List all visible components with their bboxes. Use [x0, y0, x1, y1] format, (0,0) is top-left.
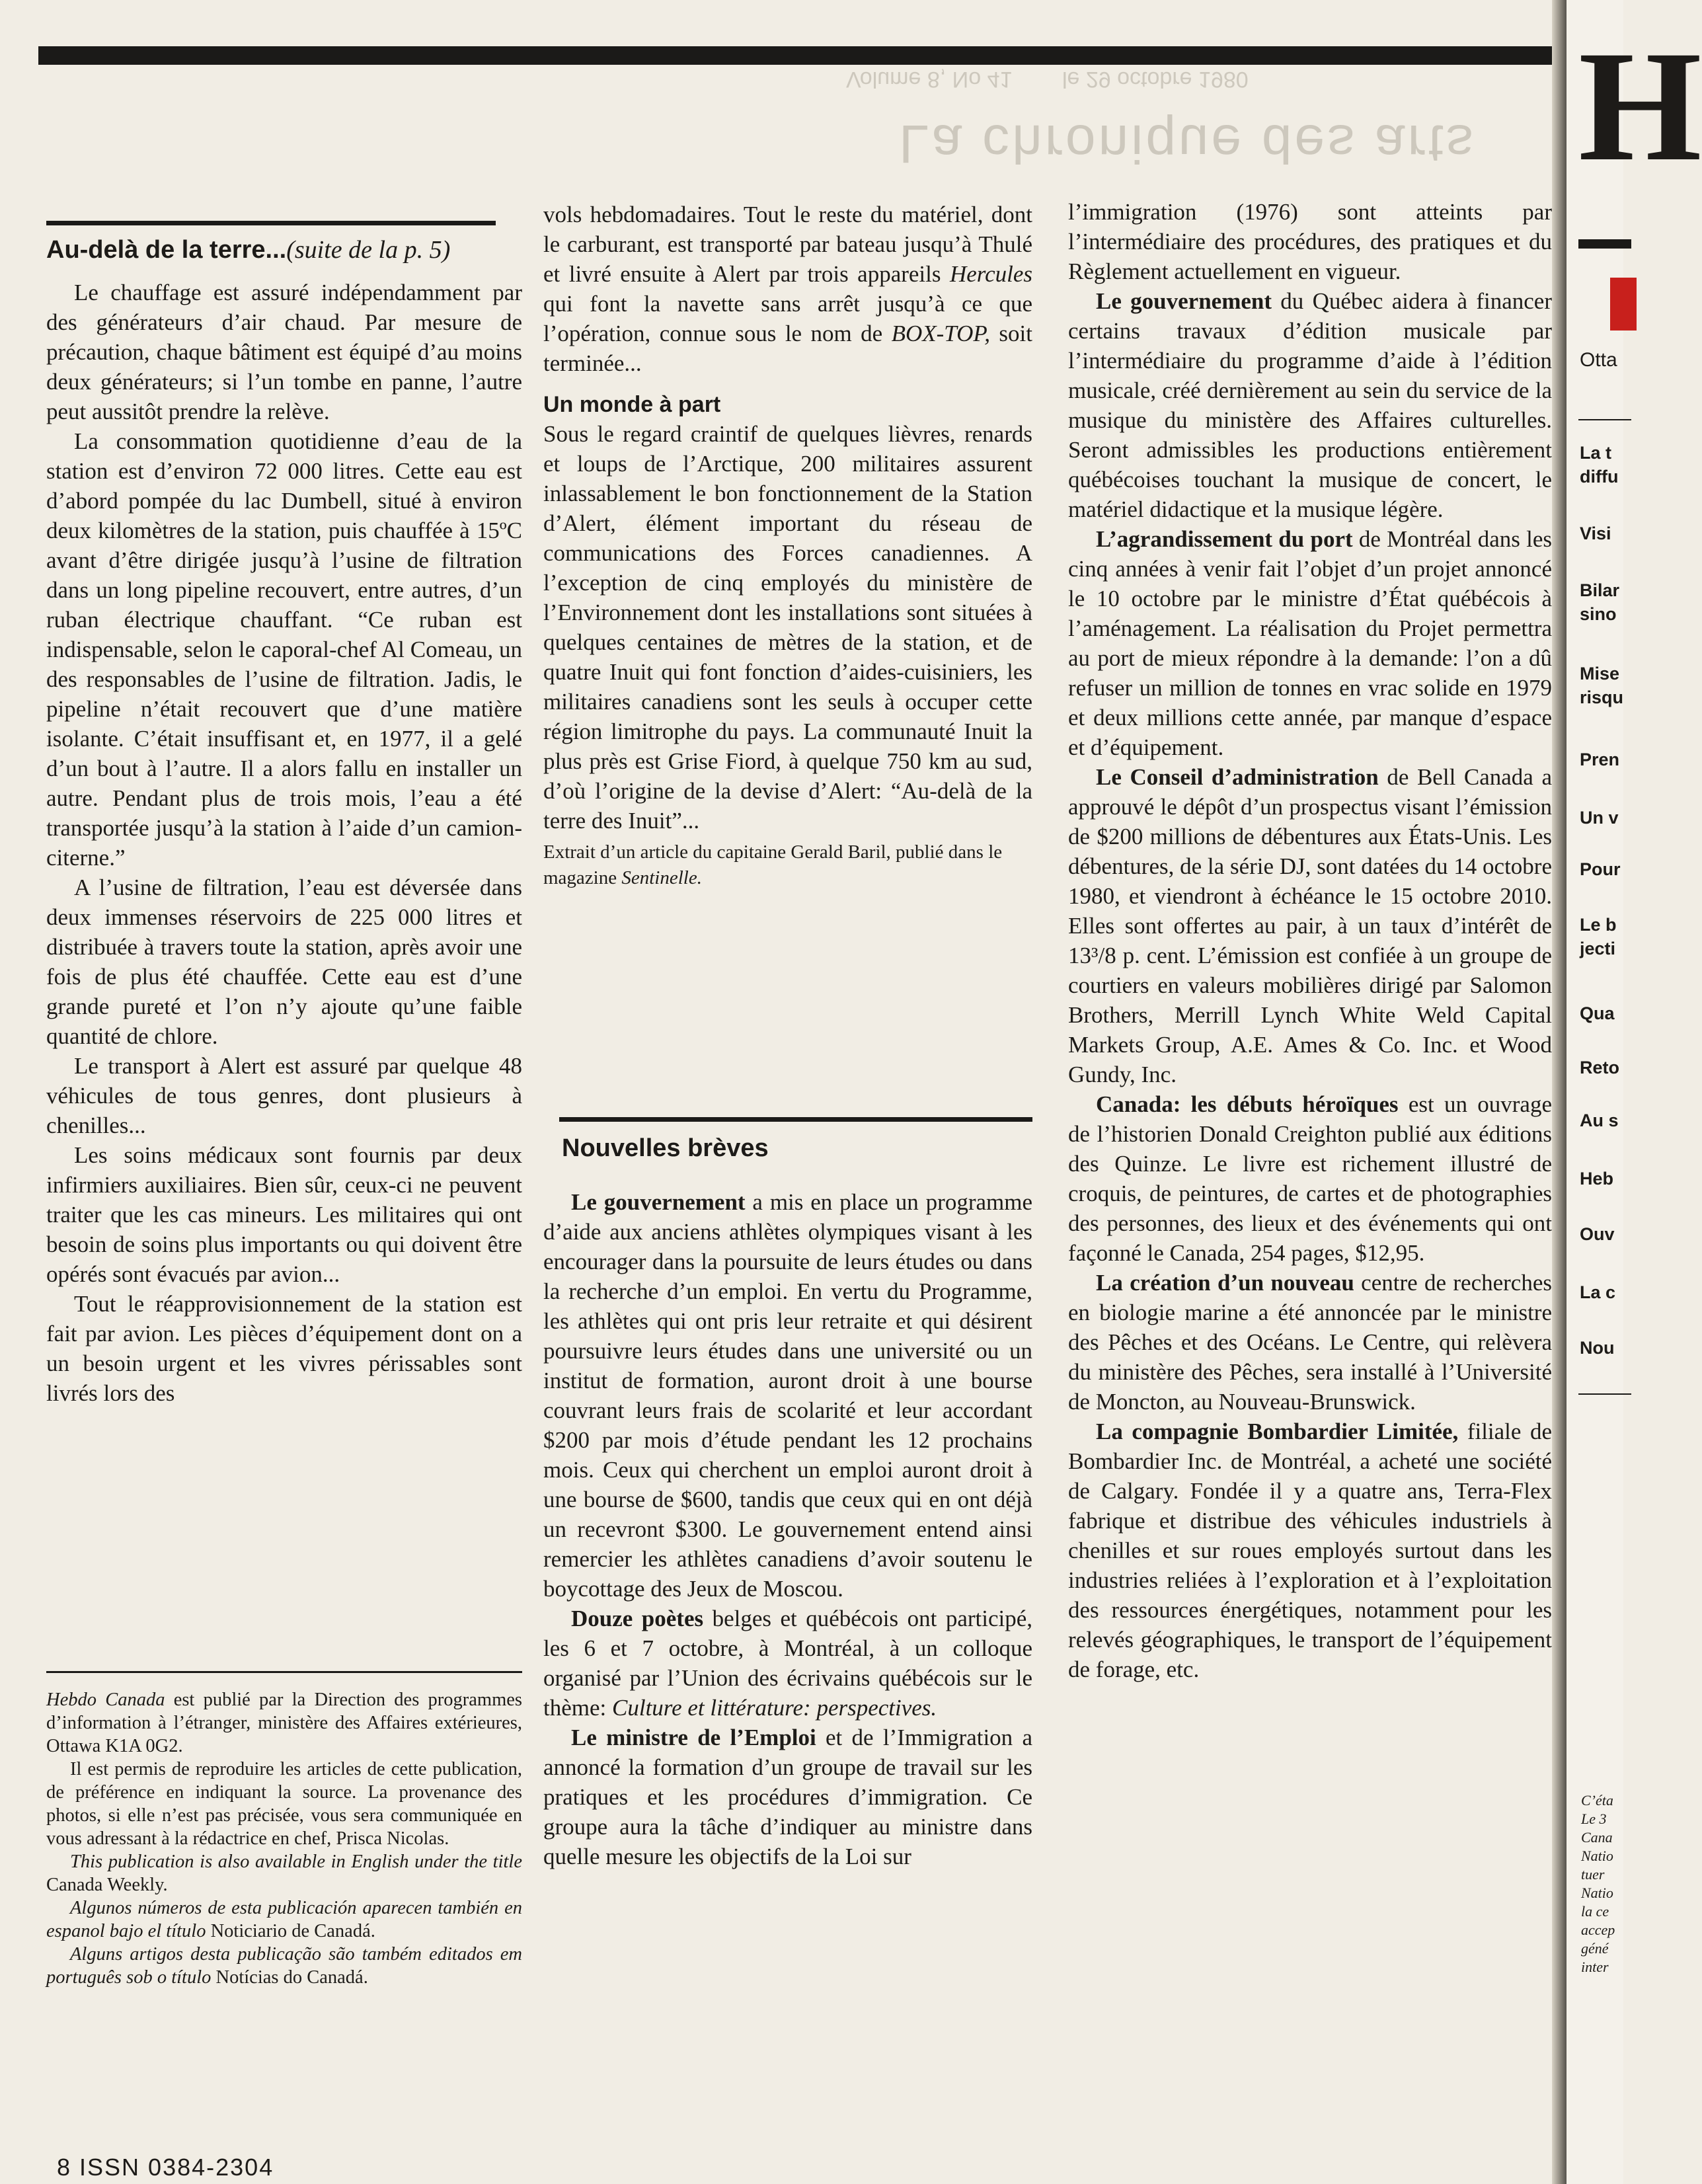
toc-entry: Mise: [1580, 664, 1620, 683]
news-item: L’agrandissement du port de Montréal dans les cinq années à venir fait l’objet d’un projet annoncé le 10 octobre par le ministre d’État québécois à l’aménagement. La réalisation du Projet permettra au port de mieux répondre à la demande: l’on a dû refuser un million de tonnes en vrac solide en 1979 et deux millions cette année, par manque d’espace et d’équipement.: [1068, 526, 1552, 760]
masthead-publisher: Hebdo Canada est publié par la Direction des programmes d’information à l’étranger, ministère des Affaires extérieures, Ottawa K1A 0G2.: [46, 1690, 522, 1756]
masthead-rule: [46, 1671, 522, 1673]
next-page-edge: [1567, 0, 1702, 2184]
paragraph: A l’usine de filtration, l’eau est déversée dans deux immenses réservoirs de 225 000 litres et distribuée à travers toute la station, après avoir une fois de plus été chauffée. Cette eau est d’une grande pureté et l’on n’y ajoute qu’une faible quantité de chlore.: [46, 875, 522, 1049]
toc-entry: Qua: [1580, 1003, 1615, 1023]
next-page-ottawa: Otta: [1580, 349, 1617, 371]
paragraph: Le chauffage est assuré indépendamment par des générateurs d’air chaud. Par mesure de précaution, chaque bâtiment est équipé d’au moins deux générateurs; si l’un tombe en panne, l’autre peut aussitôt prendre la relève.: [46, 280, 522, 424]
masthead-notice: [46, 1688, 522, 1989]
toc-entry: diffu: [1580, 467, 1619, 487]
news-item: Canada: les débuts héroïques est un ouvrage de l’historien Donald Creighton publié aux éditions des Quinze. Le livre est richement illustré de croquis, de peintures, de cartes et de photographies des personnes, des lieux et des événements qui ont façonné le Canada, 254 pages, $12,95.: [1068, 1091, 1552, 1266]
toc-entry: Ouv: [1580, 1224, 1615, 1244]
next-page-sidebar-text: C’éta Le 3 Cana Natio tuer Natio la ce accep géné inter: [1581, 1792, 1615, 1975]
toc-entry: La c: [1580, 1282, 1616, 1302]
news-column-2: [543, 1187, 1032, 1871]
paragraph: La consommation quotidienne d’eau de la station est d’environ 72 000 litres. Cette eau est d’abord pompée du lac Dumbell, situé à environ deux kilomètres de la station, puis chauffée à 15ºC avant d’être dirigée jusqu’à l’usine de filtration dans un long pipeline recouvert, entre autres, d’un ruban électrique chauffant. “Ce ruban est indispensable, selon le caporal-chef Al Comeau, un des responsables de l’usine de filtration. Jadis, le pipeline n’était recouvert que d’une matière isolante. C’était insuffisant et, en 1977, il a gelé d’un bout à l’autre. Il a alors fallu en installer un autre. Pendant plus de trois mois, l’eau a été transportée jusqu’à la station à l’aide d’un camion-citerne.”: [46, 428, 522, 871]
news-item: Le Conseil d’administration de Bell Canada a approuvé le dépôt d’un prospectus visant l’émission de $200 millions de débentures aux États-Unis. Les débentures, de la série DJ, sont datées du 14 octobre 1980, et viendront à échéance le 15 octobre 2010. Elles sont offertes au pair, à un taux d’intérêt de 13³/8 p. cent. L’émission est confiée à un groupe de courtiers en valeurs mobilières dirigé par Salomon Brothers, Merrill Lynch White Weld Capital Markets Group, A.E. Ames & Co. Inc. et Wood Gundy, Inc.: [1068, 764, 1552, 1087]
toc-entry: Le b: [1580, 915, 1617, 935]
masthead-portuguese: Alguns artigos desta publicação são também editados em português sob o título Notícias do Canadá.: [46, 1944, 522, 1988]
toc-entry: La t: [1580, 443, 1612, 463]
paragraph: vols hebdomadaires. Tout le reste du matériel, dont le carburant, est transporté par bateau jusqu’à Thulé et livré ensuite à Alert par trois appareils Hercules qui font la navette sans arrêt jusqu’à ce que l’opération, connue sous le nom de BOX-TOP, soit terminée...: [543, 202, 1032, 376]
toc-entry: Un v: [1580, 808, 1619, 828]
news-item: Le gouvernement du Québec aidera à financer certains travaux d’édition musicale par l’intermédiaire du programme d’aide à l’édition musicale, créé dernièrement au sein du service de la musique du ministère des Affaires culturelles. Seront admissibles les productions entièrement québécoises touchant la musique de concert, le matériel didactique et la musique légère.: [1068, 288, 1552, 522]
toc-entry: Pour: [1580, 859, 1621, 879]
masthead-spanish: Algunos números de esta publicación aparecen también en espanol bajo el título Noticiario de Canadá.: [46, 1898, 522, 1941]
paragraph: Tout le réapprovisionnement de la station est fait par avion. Les pièces d’équipement dont on a un besoin urgent et les vivres périssables sont livrés lors des: [46, 1291, 522, 1406]
toc-entry: Pren: [1580, 750, 1620, 769]
news-item: Douze poètes belges et québécois ont participé, les 6 et 7 octobre, à Montréal, à un colloque organisé par l’Union des écrivains québécois sur le thème: Culture et littérature: perspectives.: [543, 1606, 1033, 1721]
news-column-3: [1068, 197, 1552, 1684]
next-page-red-box: [1610, 278, 1637, 331]
section-rule-1: [46, 221, 496, 225]
toc-entry: Bilar: [1580, 580, 1620, 600]
news-item: La compagnie Bombardier Limitée, filiale de Bombardier Inc. de Montréal, a acheté une société de Calgary. Fondée il y a quatre ans, Terra-Flex fabrique et distribue des véhicules industriels à chenilles et sur roues employés surtout dans les industries reliées à l’exploration et à l’exploitation des ressources énergétiques, notamment pour les relevés géographiques, le transport de l’équipement de forage, etc.: [1068, 1419, 1552, 1682]
paragraph: Le transport à Alert est assuré par quelque 48 véhicules de tous genres, dont plusieurs à chenilles...: [46, 1053, 522, 1138]
article-heading: Au-delà de la terre...(suite de la p. 5): [46, 236, 451, 264]
toc-entry: Visi: [1580, 524, 1611, 543]
news-heading: Nouvelles brèves: [562, 1134, 769, 1162]
toc-entry: Nou: [1580, 1338, 1615, 1358]
page-folio: 8 ISSN 0384-2304: [57, 2154, 274, 2181]
bleed-through-title: La chronique des arts: [899, 114, 1476, 174]
toc-entry: Reto: [1580, 1058, 1619, 1077]
next-page-toc-end-rule: [1578, 1393, 1631, 1395]
masthead-rights: Il est permis de reproduire les articles de cette publication, de préférence en indiquant la source. La provenance des photos, si elle n’est pas précisée, vous sera communiquée en vous adressant à la rédactrice en chef, Prisca Nicolas.: [46, 1759, 522, 1849]
paragraph: Les soins médicaux sont fournis par deux infirmiers auxiliaires. Bien sûr, ceux-ci ne peuvent traiter que les cas mineurs. Les militaires qui ont besoin de soins plus importants ou qui doivent être opérés sont évacués par avion...: [46, 1142, 522, 1287]
toc-entry: jecti: [1580, 939, 1616, 958]
bleed-through-volume: Volume 8, No 41 le 29 octobre 1980: [846, 67, 1249, 92]
paragraph: Sous le regard craintif de quelques lièvres, renards et loups de l’Arctique, 200 militaires assurent inlassablement le bon fonctionnement de la Station d’Alert, élément important du réseau de communications des Forces canadiennes. A l’exception de cinq employés du ministère de l’Environnement dont les installations sont situées à quelques centaines de mètres de la station, et de quatre Inuit qui font fonction d’aides-cuisiniers, les militaires canadiens sont les seuls à occuper cette région limitrophe du pays. La communauté Inuit la plus près est Grise Fiord, à quelque 750 km au sud, d’où l’origine de la devise d’Alert: “Au-delà de la terre des Inuit”...: [543, 421, 1032, 834]
news-item: La création d’un nouveau centre de recherches en biologie marine a été annoncée par le ministre des Pêches et des Océans. Le Centre, qui relèvera du ministère des Pêches, sera installé à l’Université de Moncton, au Nouveau-Brunswick.: [1068, 1270, 1552, 1415]
news-item: Le gouvernement a mis en place un programme d’aide aux anciens athlètes olympiques visant à les encourager dans la poursuite de leurs études ou dans la recherche d’un emploi. En vertu du Programme, les athlètes qui ont pris leur retraite et qui désirent poursuivre leurs études dans une université ou un institut de formation, auront droit à une bourse couvrant leurs frais de scolarité et leur accordant $200 par mois d’étude pendant les 12 prochains mois. Ceux qui cherchent un emploi auront droit à une bourse de $600, tandis que ceux qui en ont déjà un recevront $300. Le gouvernement entend ainsi remercier les athlètes canadiens d’avoir soutenu le boycottage des Jeux de Moscou.: [543, 1189, 1032, 1602]
article-credit: Extrait d’un article du capitaine Gerald Baril, publié dans le magazine Sentinelle.: [543, 841, 1003, 888]
news-item: Le ministre de l’Emploi et de l’Immigration a annoncé la formation d’un groupe de travail sur les pratiques et les procédures d’immigration. Ce groupe aura la tâche d’indiquer au ministre dans quelle mesure les objectifs de la Loi sur: [543, 1725, 1032, 1869]
toc-entry: risqu: [1580, 687, 1624, 707]
section-rule-2: [559, 1117, 1032, 1122]
subheading-monde: Un monde à part: [543, 392, 721, 417]
next-page-toc-rule: [1578, 419, 1631, 420]
next-page-rule: [1578, 239, 1631, 249]
top-rule: [38, 46, 1552, 65]
page-gutter: [1552, 0, 1567, 2184]
article-column-1: [46, 278, 522, 1408]
toc-entry: Au s: [1580, 1111, 1619, 1130]
next-page-masthead-letter: H: [1578, 18, 1702, 194]
toc-entry: Heb: [1580, 1169, 1614, 1189]
article-column-2: [543, 200, 1032, 891]
toc-entry: sino: [1580, 604, 1617, 624]
masthead-english: This publication is also available in English under the title Canada Weekly.: [46, 1852, 522, 1895]
news-item: l’immigration (1976) sont atteints par l’intermédiaire des procédures, des pratiques et du Règlement actuellement en vigueur.: [1068, 199, 1552, 284]
